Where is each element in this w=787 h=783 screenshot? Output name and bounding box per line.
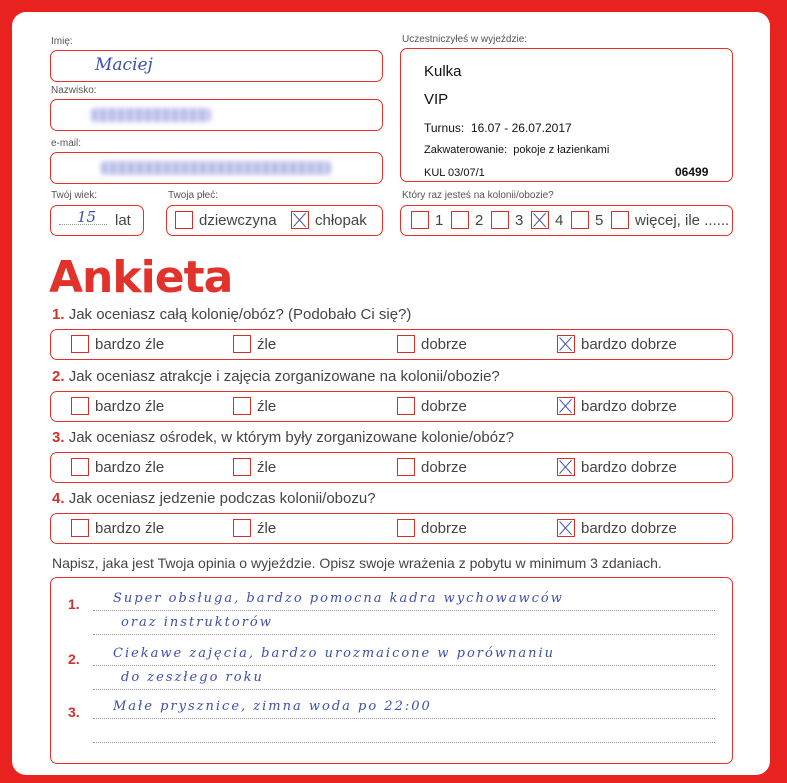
writing-line [93,634,715,635]
surname-label: Nazwisko: [51,85,97,96]
times-option-3[interactable]: 3 [491,211,523,229]
opinion-3-line1: Małe prysznice, zimna woda po 22:00 [113,699,432,714]
rating-checkbox[interactable] [557,458,575,476]
survey-sheet [12,12,770,775]
question-1-text: 1. Jak oceniasz całą kolonię/obóz? (Podobało Ci się?) [52,306,412,323]
question-2-option-3[interactable]: dobrze [397,397,467,415]
survey-title: Ankieta [49,252,233,303]
times-1-checkbox[interactable] [411,211,429,229]
gender-label: Twoja płeć: [168,190,219,201]
rating-checkbox[interactable] [233,458,251,476]
gender-option-boy[interactable]: chłopak [291,211,367,229]
trip-category: VIP [424,91,449,108]
times-group [400,205,733,236]
rating-checkbox[interactable] [233,397,251,415]
question-1-option-2[interactable]: źle [233,335,276,353]
writing-line [93,610,715,611]
opinion-2-number: 2. [68,651,80,667]
question-1-option-3[interactable]: dobrze [397,335,467,353]
times-option-1[interactable]: 1 [411,211,443,229]
gender-girl-checkbox[interactable] [175,211,193,229]
times-4-checkbox[interactable] [531,211,549,229]
question-3-option-1[interactable]: bardzo źle [71,458,164,476]
question-1-option-1[interactable]: bardzo źle [71,335,164,353]
times-option-more[interactable]: więcej, ile ...... [611,211,729,229]
rating-checkbox[interactable] [71,397,89,415]
rating-checkbox[interactable] [71,458,89,476]
trip-name: Kulka [424,63,462,80]
opinion-1-line1: Super obsługa, bardzo pomocna kadra wychowawców [113,591,564,606]
rating-checkbox[interactable] [397,335,415,353]
times-2-checkbox[interactable] [451,211,469,229]
age-value: 15 [77,208,97,226]
question-3-text: 3. Jak oceniasz ośrodek, w którym były zorganizowane kolonie/obóz? [52,429,514,446]
opinion-2-line2: do zeszłego roku [121,670,264,685]
trip-code: KUL 03/07/1 [424,167,485,179]
rating-checkbox[interactable] [233,335,251,353]
question-3-option-3[interactable]: dobrze [397,458,467,476]
opinion-3-number: 3. [68,704,80,720]
question-2-option-2[interactable]: źle [233,397,276,415]
question-2-text: 2. Jak oceniasz atrakcje i zajęcia zorganizowane na kolonii/obozie? [52,368,500,385]
rating-checkbox[interactable] [397,458,415,476]
opinion-2-line1: Ciekawe zajęcia, bardzo urozmaicone w porównaniu [113,646,555,661]
surname-redacted [91,108,211,122]
question-4-options [50,513,733,544]
rating-checkbox[interactable] [397,397,415,415]
rating-checkbox[interactable] [557,335,575,353]
question-3-option-2[interactable]: źle [233,458,276,476]
trip-info-box [400,48,733,182]
name-field[interactable] [50,50,383,82]
opinion-prompt: Napisz, jaka jest Twoja opinia o wyjeździe. Opisz swoje wrażenia z pobytu w minimum 3 zdaniach. [52,555,662,571]
surname-field[interactable] [50,99,383,131]
question-4-option-3[interactable]: dobrze [397,519,467,537]
times-option-5[interactable]: 5 [571,211,603,229]
question-1-options [50,329,733,360]
opinion-box[interactable] [50,577,733,764]
question-2-option-4[interactable]: bardzo dobrze [557,397,677,415]
rating-checkbox[interactable] [397,519,415,537]
age-label: Twój wiek: [51,190,98,201]
name-value: Maciej [95,55,153,75]
email-label: e-mail: [51,138,82,149]
email-redacted [101,161,331,175]
name-label: Imię: [51,36,73,47]
question-3-option-4[interactable]: bardzo dobrze [557,458,677,476]
question-2-options [50,391,733,422]
times-more-checkbox[interactable] [611,211,629,229]
rating-checkbox[interactable] [71,519,89,537]
accommodation-row: Zakwaterowanie: pokoje z łazienkami [424,144,610,156]
question-4-text: 4. Jak oceniasz jedzenie podczas kolonii/obozu? [52,490,376,507]
writing-line [93,718,715,719]
email-field[interactable] [50,152,383,184]
trip-number: 06499 [675,165,709,179]
times-5-checkbox[interactable] [571,211,589,229]
rating-checkbox[interactable] [71,335,89,353]
rating-checkbox[interactable] [557,397,575,415]
turnus-row: Turnus: 16.07 - 26.07.2017 [424,121,572,135]
times-option-4[interactable]: 4 [531,211,563,229]
writing-line [93,689,715,690]
gender-option-girl[interactable]: dziewczyna [175,211,277,229]
trip-label: Uczestniczyłeś w wyjeździe: [402,34,528,45]
question-2-option-1[interactable]: bardzo źle [71,397,164,415]
rating-checkbox[interactable] [233,519,251,537]
gender-boy-checkbox[interactable] [291,211,309,229]
question-4-option-2[interactable]: źle [233,519,276,537]
opinion-1-number: 1. [68,596,80,612]
age-unit: lat [115,212,131,229]
question-1-option-4[interactable]: bardzo dobrze [557,335,677,353]
times-option-2[interactable]: 2 [451,211,483,229]
question-4-option-4[interactable]: bardzo dobrze [557,519,677,537]
times-label: Który raz jesteś na kolonii/obozie? [402,190,554,201]
age-field[interactable] [50,205,144,236]
opinion-1-line2: oraz instruktorów [121,615,273,630]
times-3-checkbox[interactable] [491,211,509,229]
question-3-options [50,452,733,483]
writing-line [93,742,715,743]
gender-group [166,205,383,236]
writing-line [93,665,715,666]
rating-checkbox[interactable] [557,519,575,537]
question-4-option-1[interactable]: bardzo źle [71,519,164,537]
